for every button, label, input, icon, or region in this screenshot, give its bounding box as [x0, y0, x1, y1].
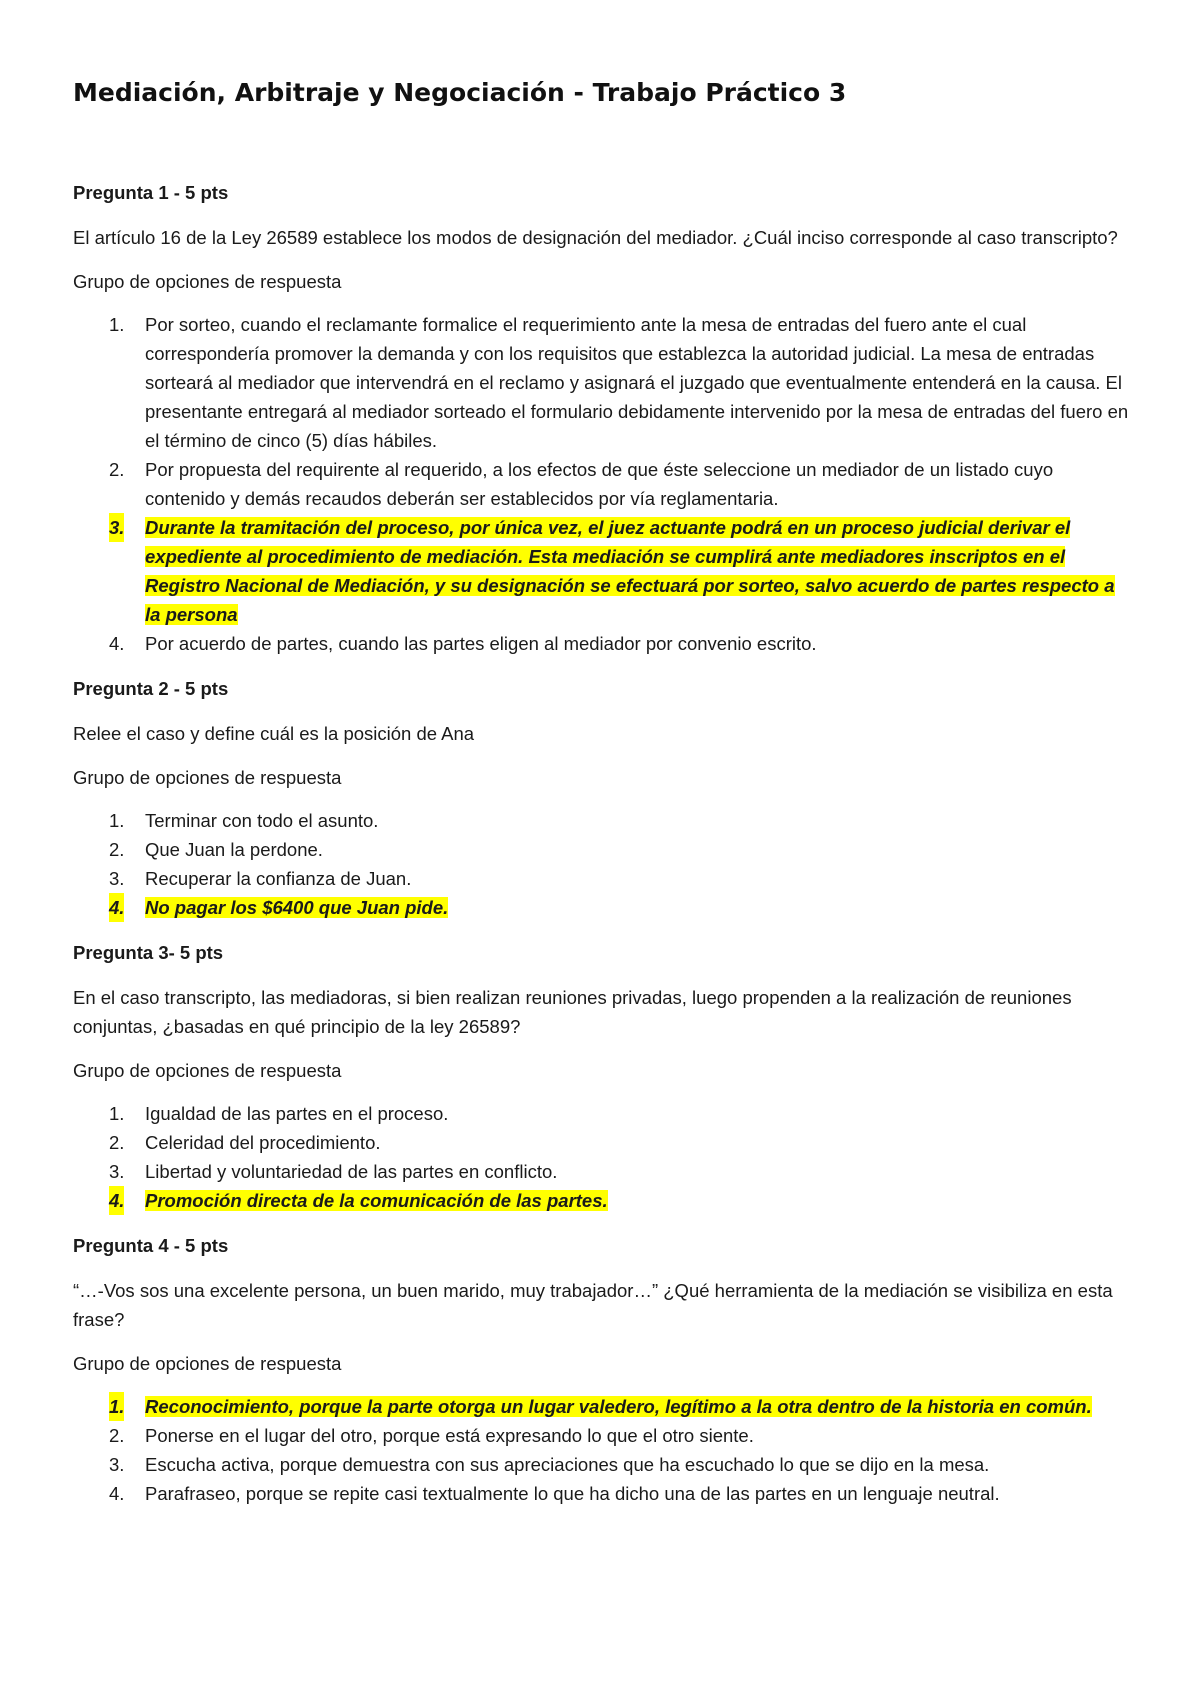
option-text: No pagar los $6400 que Juan pide. — [145, 897, 449, 918]
option-item — [73, 835, 1135, 864]
option-text: Reconocimiento, porque la parte otorga un lugar valedero, legítimo a la otra dentro de la historia en común. — [145, 1396, 1092, 1417]
option-text: Promoción directa de la comunicación de las partes. — [145, 1190, 608, 1211]
question-text: El artículo 16 de la Ley 26589 establece los modos de designación del mediador. ¿Cuál inciso corresponde al caso transcripto? — [73, 227, 1118, 248]
option-text: Durante la tramitación del proceso, por única vez, el juez actuante podrá en un proceso judicial derivar el expediente al procedimiento de mediación. Esta mediación se cumplirá ante mediadores inscriptos en el Registro Nacional de Mediación, y su designación se efectuará por sorteo, salvo acuerdo de partes respecto a la persona — [145, 517, 1115, 625]
option-number: 4. — [109, 633, 125, 654]
option-number: 4. — [109, 893, 124, 922]
option-item — [73, 1128, 1135, 1157]
option-text: Terminar con todo el asunto. — [145, 810, 379, 831]
question-3 — [73, 938, 1135, 1215]
question-1 — [73, 178, 1135, 658]
option-item — [73, 310, 1135, 455]
option-item — [73, 806, 1135, 835]
option-number: 1. — [109, 1103, 125, 1124]
options-list — [73, 1099, 1135, 1215]
option-number: 2. — [109, 1425, 125, 1446]
option-item — [73, 1099, 1135, 1128]
option-number: 2. — [109, 459, 125, 480]
option-text: Libertad y voluntariedad de las partes en conflicto. — [145, 1161, 558, 1182]
option-text: Escucha activa, porque demuestra con sus apreciaciones que ha escuchado lo que se dijo en la mesa. — [145, 1454, 990, 1475]
option-text: Ponerse en el lugar del otro, porque está expresando lo que el otro siente. — [145, 1425, 754, 1446]
option-item — [73, 513, 1135, 629]
option-item — [73, 1392, 1135, 1421]
options-group-label: Grupo de opciones de respuesta — [73, 1353, 342, 1374]
option-text: Celeridad del procedimiento. — [145, 1132, 381, 1153]
option-text: Por sorteo, cuando el reclamante formalice el requerimiento ante la mesa de entradas del fuero ante el cual correspondería promover la demanda y con los requisitos que establezca la autoridad judicial. La mesa de entradas sorteará al mediador que intervendrá en el reclamo y asignará el juzgado que eventualmente entenderá en la causa. El presentante entregará al mediador sorteado el formulario debidamente intervenido por la mesa de entradas del fuero en el término de cinco (5) días hábiles. — [145, 314, 1129, 451]
question-4 — [73, 1231, 1135, 1508]
option-item — [73, 1157, 1135, 1186]
options-group-label: Grupo de opciones de respuesta — [73, 271, 342, 292]
option-item — [73, 864, 1135, 893]
option-number: 1. — [109, 810, 125, 831]
option-number: 4. — [109, 1186, 124, 1215]
option-number: 3. — [109, 868, 125, 889]
options-group-label: Grupo de opciones de respuesta — [73, 767, 342, 788]
options-list — [73, 806, 1135, 922]
option-number: 2. — [109, 839, 125, 860]
option-text: Por acuerdo de partes, cuando las partes eligen al mediador por convenio escrito. — [145, 633, 817, 654]
question-heading: Pregunta 4 - 5 pts — [73, 1235, 229, 1256]
option-item — [73, 455, 1135, 513]
option-number: 3. — [109, 1454, 125, 1475]
option-item — [73, 1186, 1135, 1215]
option-item — [73, 1479, 1135, 1508]
option-number: 4. — [109, 1483, 125, 1504]
question-2 — [73, 674, 1135, 922]
option-item — [73, 1450, 1135, 1479]
options-list — [73, 310, 1135, 658]
question-text: En el caso transcripto, las mediadoras, si bien realizan reuniones privadas, luego propenden a la realización de reuniones conjuntas, ¿basadas en qué principio de la ley 26589? — [73, 987, 1072, 1037]
options-group-label: Grupo de opciones de respuesta — [73, 1060, 342, 1081]
option-number: 2. — [109, 1132, 125, 1153]
option-item — [73, 629, 1135, 658]
option-text: Recuperar la confianza de Juan. — [145, 868, 412, 889]
question-heading: Pregunta 2 - 5 pts — [73, 678, 229, 699]
document-title: Mediación, Arbitraje y Negociación - Trabajo Práctico 3 — [73, 78, 847, 107]
option-item — [73, 893, 1135, 922]
option-text: Igualdad de las partes en el proceso. — [145, 1103, 449, 1124]
question-heading: Pregunta 3- 5 pts — [73, 942, 224, 963]
question-text: “…-Vos sos una excelente persona, un buen marido, muy trabajador…” ¿Qué herramienta de la mediación se visibiliza en esta frase? — [73, 1280, 1113, 1330]
option-text: Que Juan la perdone. — [145, 839, 323, 860]
option-number: 1. — [109, 1392, 124, 1421]
option-number: 3. — [109, 1161, 125, 1182]
question-heading: Pregunta 1 - 5 pts — [73, 182, 229, 203]
option-text: Parafraseo, porque se repite casi textualmente lo que ha dicho una de las partes en un lenguaje neutral. — [145, 1483, 1000, 1504]
option-item — [73, 1421, 1135, 1450]
option-number: 3. — [109, 513, 124, 542]
option-text: Por propuesta del requirente al requerido, a los efectos de que éste seleccione un mediador de un listado cuyo contenido y demás recaudos deberán ser establecidos por vía reglamentaria. — [145, 459, 1054, 509]
options-list — [73, 1392, 1135, 1508]
option-number: 1. — [109, 314, 125, 335]
question-text: Relee el caso y define cuál es la posición de Ana — [73, 723, 475, 744]
document-body — [73, 178, 1135, 1524]
